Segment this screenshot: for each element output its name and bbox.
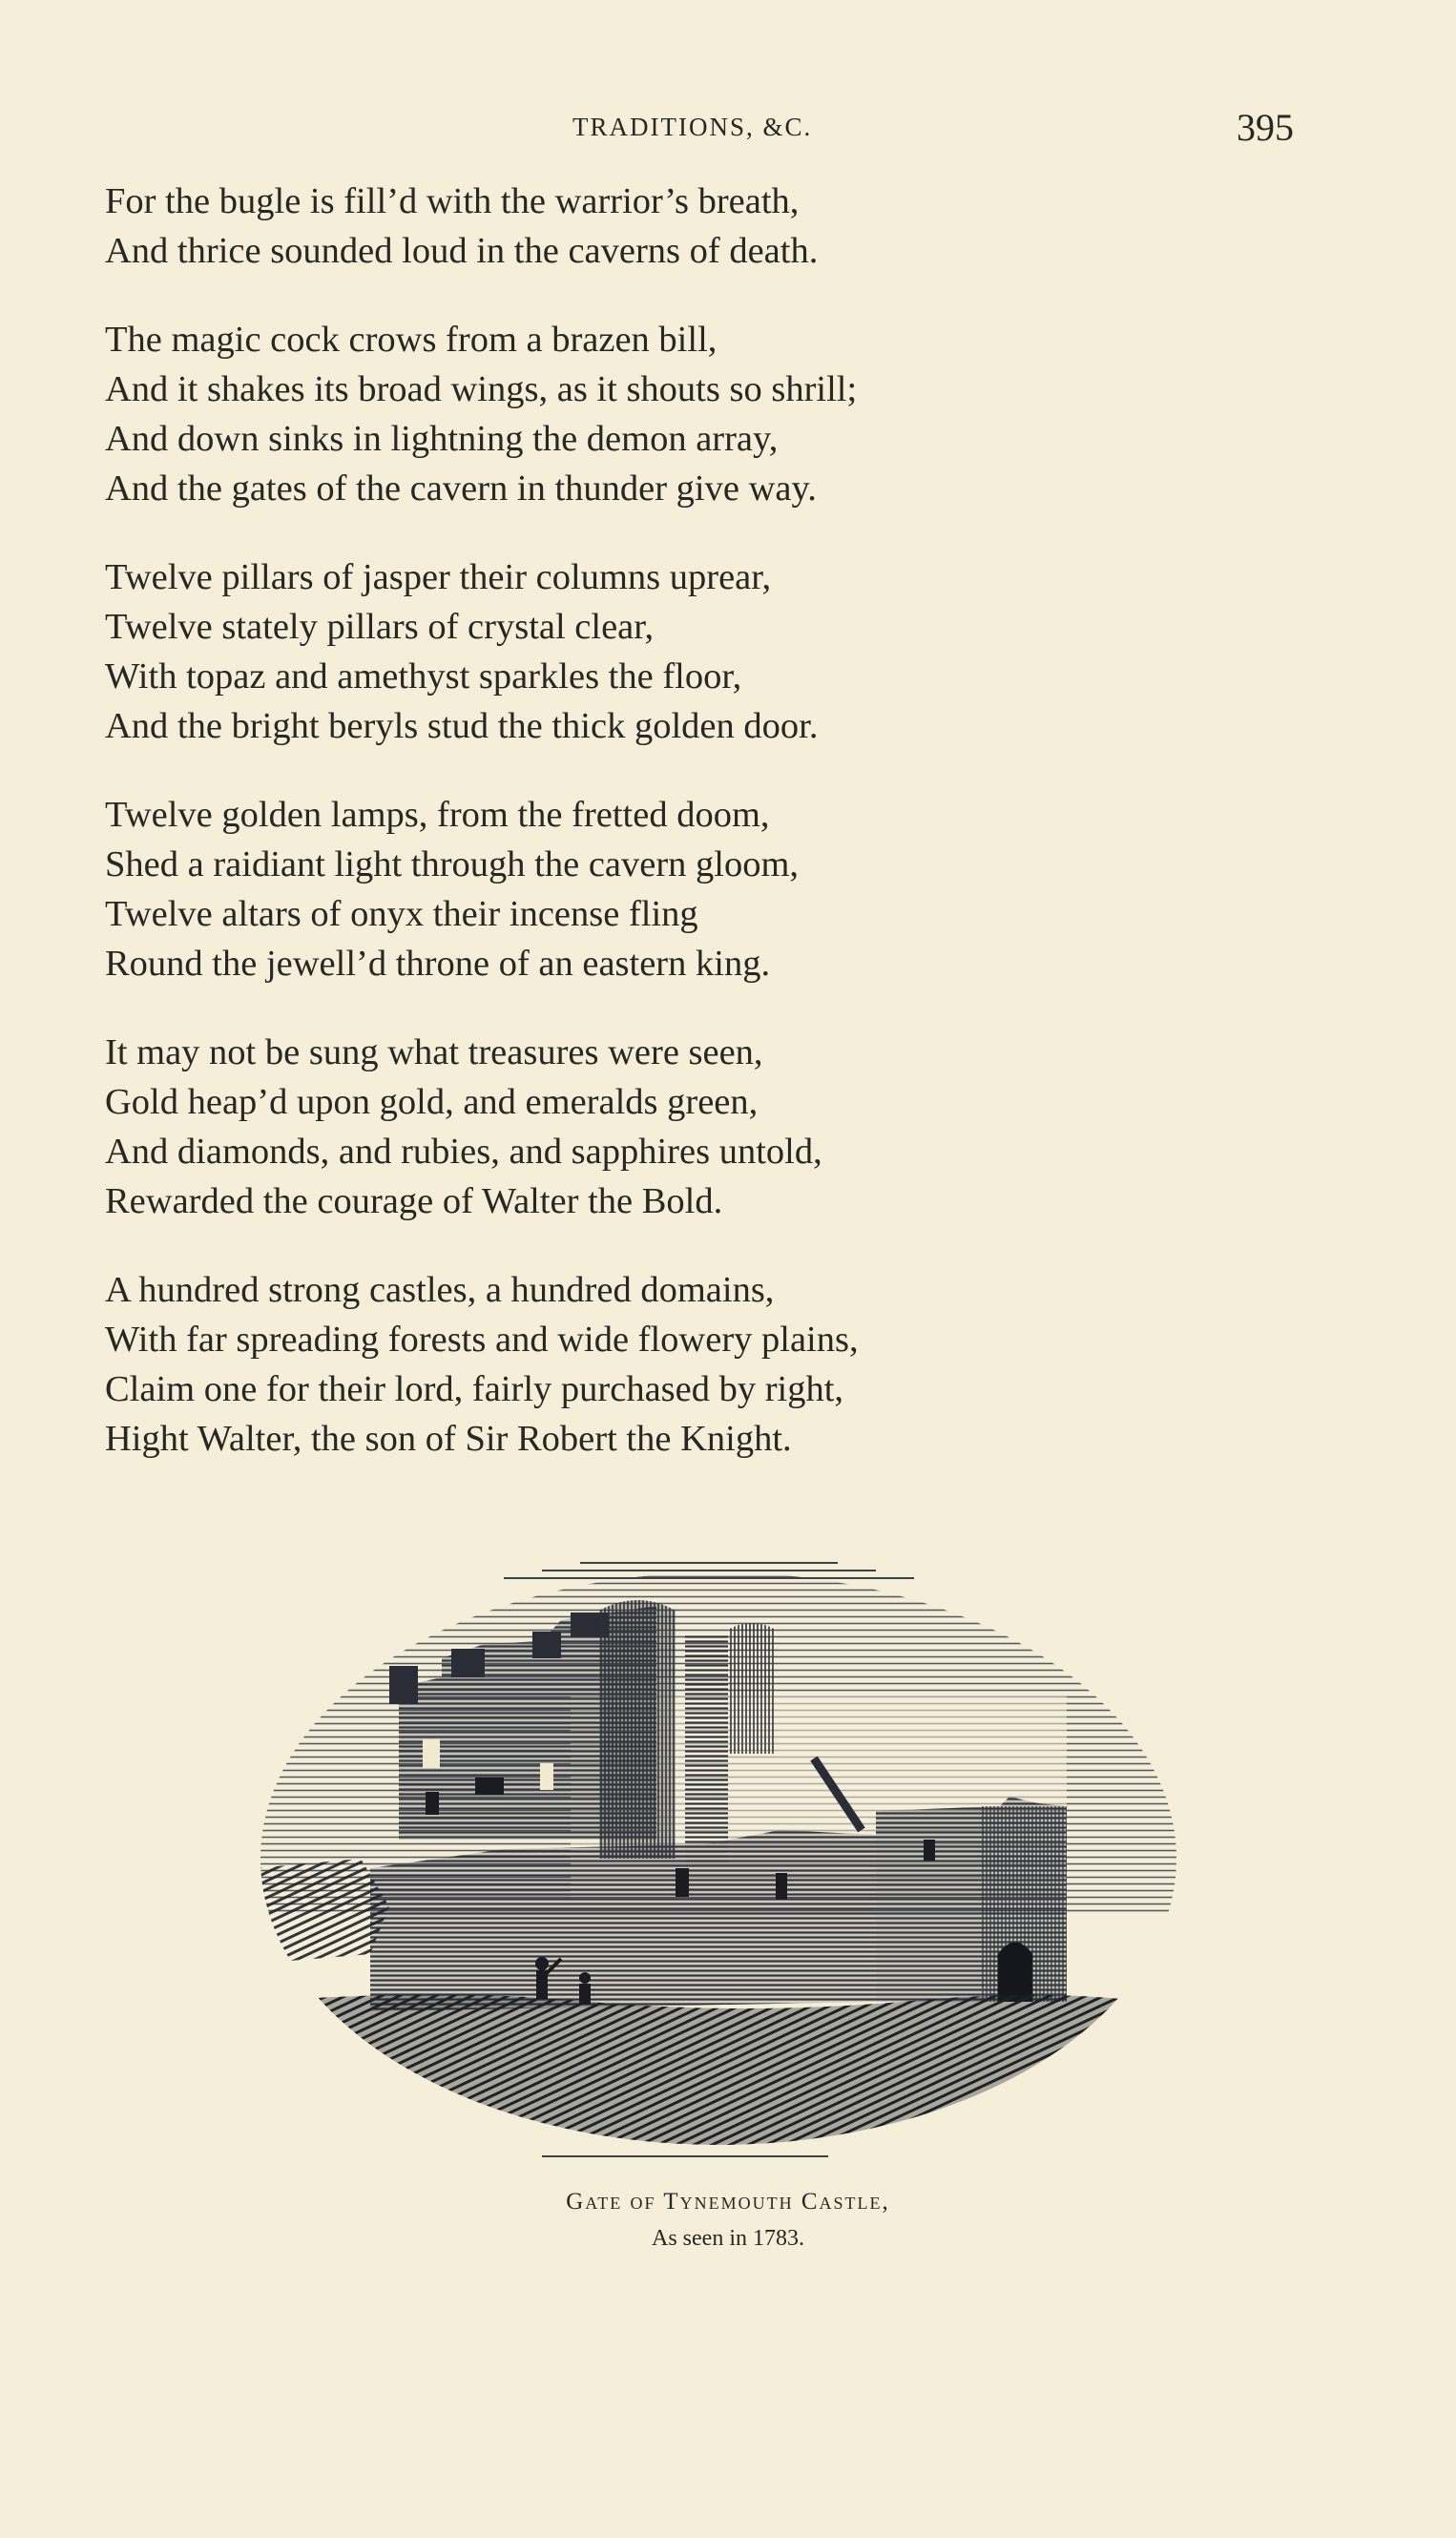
caption-title: Gate of Tynemouth Castle, [566,2189,890,2215]
stanza-1 [105,177,1059,276]
poem-line: Hight Walter, the son of Sir Robert the Knight. [105,1419,792,1459]
figure-caption [0,2185,1456,2257]
stanza-6 [105,1265,1059,1464]
poem-line: Twelve golden lamps, from the fretted doom, [105,795,770,835]
castle-engraving [256,1553,1181,2164]
poem-line: Claim one for their lord, fairly purchased by right, [105,1369,844,1409]
poem-line: For the bugle is fill’d with the warrior’s breath, [105,181,800,221]
poem-line: Round the jewell’d throne of an eastern king. [105,944,771,984]
poem-line: Twelve pillars of jasper their columns uprear, [105,557,772,597]
stanza-2 [105,315,1059,513]
poem-line: Twelve altars of onyx their incense fling [105,894,698,934]
page-number: 395 [1237,106,1294,149]
poem-line: Shed a raidiant light through the cavern gloom, [105,844,800,884]
poem-line: And down sinks in lightning the demon array, [105,419,779,459]
poem-line: It may not be sung what treasures were seen, [105,1032,763,1072]
poem-line: With topaz and amethyst sparkles the floor, [105,656,742,697]
poem-line: Twelve stately pillars of crystal clear, [105,607,655,647]
poem-line: A hundred strong castles, a hundred domains, [105,1270,775,1310]
poem-line: And thrice sounded loud in the caverns of death. [105,231,819,271]
poem-line: And it shakes its broad wings, as it shouts so shrill; [105,369,858,409]
poem-line: Rewarded the courage of Walter the Bold. [105,1181,723,1221]
poem-line: And the bright beryls stud the thick golden door. [105,706,819,746]
running-title: TRADITIONS, &C. [572,113,813,141]
running-head [0,105,1456,162]
poem-line: The magic cock crows from a brazen bill, [105,320,718,360]
caption-subtitle: As seen in 1783. [652,2226,804,2251]
poem [105,177,1059,1503]
stanza-3 [105,552,1059,751]
poem-line: And diamonds, and rubies, and sapphires untold, [105,1132,822,1172]
poem-line: With far spreading forests and wide flowery plains, [105,1320,859,1360]
poem-line: Gold heap’d upon gold, and emeralds green, [105,1082,759,1122]
poem-line: And the gates of the cavern in thunder give way. [105,468,817,509]
stanza-5 [105,1028,1059,1226]
castle-engraving-image [256,1553,1181,2164]
stanza-4 [105,790,1059,988]
